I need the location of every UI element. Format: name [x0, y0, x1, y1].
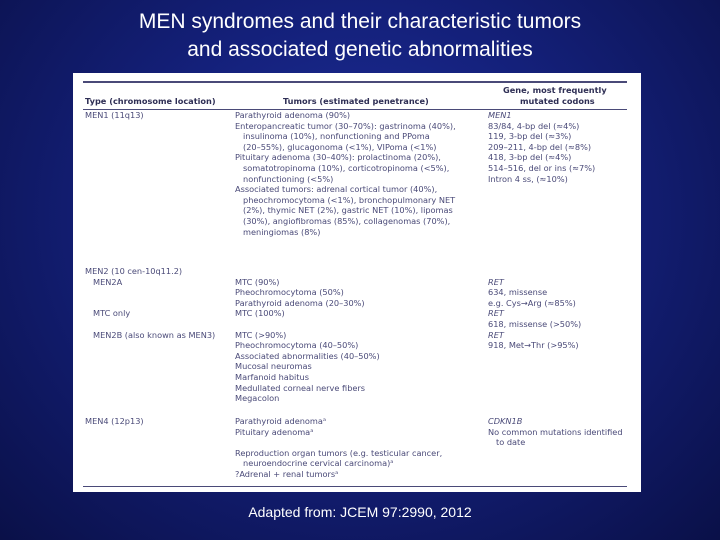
men1-gene-line: 514–516, del or ins (≈7%) [488, 162, 596, 173]
men1-tumor-line: Associated tumors: adrenal cortical tumor (40%), [235, 184, 438, 195]
table-row-men1 [83, 110, 627, 266]
men4-tumor-line: Pituitary adenomaᵃ [235, 426, 314, 437]
men1-tumor-line: Parathyroid adenoma (90%) [235, 110, 351, 120]
men2-gene-line: e.g. Cys→Arg (≈85%) [488, 297, 576, 308]
header-gene-1: Gene, most frequently [503, 85, 607, 95]
men4-type [85, 416, 235, 427]
men2-type-line [85, 319, 235, 330]
table-image-panel [73, 73, 641, 492]
men2-gene-line: 634, missense [488, 287, 548, 298]
men2-type-line [85, 287, 235, 298]
men-table [83, 81, 627, 487]
men2-gene-line: 618, missense (>50%) [488, 318, 582, 329]
men2-tumor-line: MTC (90%) [235, 276, 280, 287]
men2-tumor-line: Associated abnormalities (40–50%) [235, 350, 380, 361]
men2-type-line: MTC only [93, 308, 131, 319]
men1-tumor-line: Pituitary adenoma (30–40%): prolactinoma (20%), [235, 152, 441, 163]
men4-tumor-line [235, 437, 485, 448]
men2-tumor-line: Marfanoid habitus [235, 371, 309, 382]
table-row-men2 [83, 266, 627, 416]
header-type: Type (chromosome location) [85, 96, 216, 106]
source-caption: Adapted from: JCEM 97:2990, 2012 [248, 504, 472, 520]
men2-type-line: MEN2B (also known as MEN3) [93, 329, 216, 340]
men2-type-line [85, 298, 235, 309]
men4-gene [488, 416, 628, 448]
men1-tumor-line: meningiomas (8%) [243, 226, 321, 237]
men2-type [85, 266, 235, 340]
title-line-2: and associated genetic abnormalities [187, 38, 533, 61]
men2-tumor-line [235, 266, 485, 277]
men2-tumor-line: Pheochromocytoma (50%) [235, 287, 344, 298]
men2-gene [488, 266, 628, 351]
men1-gene-line: 209–211, 4-bp del (≈8%) [488, 141, 592, 152]
men1-gene-line: 119, 3-bp del (≈3%) [488, 131, 572, 142]
men1-tumor-line: (30%), angiofibromas (85%), collagenomas (70%), [243, 215, 451, 226]
men1-gene-line: MEN1 [488, 110, 512, 120]
men2-tumor-line [235, 319, 485, 330]
men4-tumor-line: Reproduction organ tumors (e.g. testicular cancer, [235, 447, 443, 458]
men1-gene-line: Intron 4 ss, (≈10%) [488, 173, 568, 184]
men1-gene [488, 110, 628, 184]
men2-type-line: MEN2 (10 cen-10q11.2) [85, 266, 183, 276]
men1-type-line: MEN1 (11q13) [85, 110, 144, 120]
men1-type [85, 110, 235, 121]
men2-tumor-line: Pheochromocytoma (40–50%) [235, 340, 359, 351]
men1-tumors [235, 110, 485, 237]
men4-type-line: MEN4 (12p13) [85, 416, 144, 426]
men2-type-line: MEN2A [93, 276, 123, 287]
men2-gene-line: RET [488, 308, 504, 319]
men1-tumor-line: Enteropancreatic tumor (30–70%): gastrinoma (40%), [235, 120, 456, 131]
men1-gene-line: 83/84, 4-bp del (≈4%) [488, 120, 580, 131]
men4-tumor-line: Parathyroid adenomaᵃ [235, 416, 327, 426]
slide-title [0, 8, 720, 64]
table-header [83, 81, 627, 110]
men4-gene-line: No common mutations identified [488, 426, 623, 437]
men2-gene-line: 918, Met→Thr (>95%) [488, 340, 579, 351]
men2-tumor-line: Megacolon [235, 393, 280, 404]
men1-tumor-line: insulinoma (10%), nonfunctioning and PPoma [243, 131, 430, 142]
men2-gene-line: RET [488, 329, 504, 340]
men4-tumor-line: ?Adrenal + renal tumorsᵃ [235, 468, 339, 479]
men4-gene-line: to date [496, 437, 526, 448]
men1-tumor-line: pheochromocytoma (<1%), bronchopulmonary NET [243, 194, 456, 205]
men1-tumor-line: somatotropinoma (10%), corticotropinoma (<5%), [243, 162, 450, 173]
men2-gene-line: RET [488, 276, 504, 287]
men4-tumors [235, 416, 485, 480]
men2-tumor-line: Medullated corneal nerve fibers [235, 382, 366, 393]
header-tumors: Tumors (estimated penetrance) [283, 96, 429, 106]
men1-gene-line: 418, 3-bp del (≈4%) [488, 152, 572, 163]
men1-tumor-line: nonfunctioning (<5%) [243, 173, 334, 184]
header-gene-2: mutated codons [520, 96, 595, 106]
men2-gene-line [488, 266, 628, 277]
men2-tumor-line: MTC (100%) [235, 308, 285, 319]
men4-gene-line: CDKN1B [488, 416, 523, 426]
table-row-men4 [83, 416, 627, 486]
men1-tumor-line: (2%), thymic NET (2%), gastric NET (10%), lipomas [243, 205, 453, 216]
men2-tumor-line: Parathyroid adenoma (20–30%) [235, 297, 365, 308]
men2-tumor-line: MTC (>90%) [235, 329, 287, 340]
table-bottom-rule [83, 486, 627, 487]
title-line-1: MEN syndromes and their characteristic tumors [138, 10, 582, 33]
men2-tumors [235, 266, 485, 404]
men2-tumor-line: Mucosal neuromas [235, 361, 312, 372]
men1-tumor-line: (20–55%), glucagonoma (<1%), VIPoma (<1%) [243, 141, 437, 152]
men4-tumor-line: neuroendocrine cervical carcinoma)ᵃ [243, 458, 394, 469]
